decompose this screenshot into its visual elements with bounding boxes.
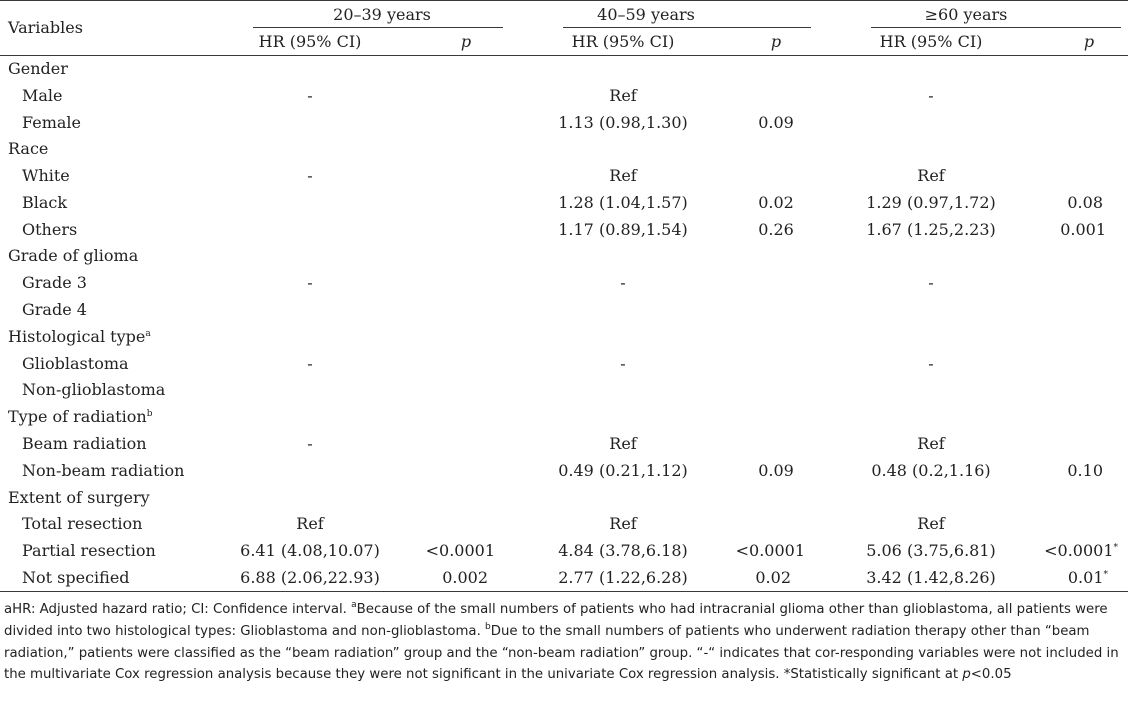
row-label: Grade 3 [22,273,87,292]
cell-g3-p: 0.08 [1067,193,1103,212]
cell-g2-hr: 4.84 (3.78,6.18) [558,541,688,560]
header-hr-g3: HR (95% CI) [879,32,983,51]
cell-g3-p [1068,569,1108,587]
row-label: Grade 4 [22,300,87,319]
group-rule-20-39 [253,27,503,28]
row-label: Others [22,220,78,239]
cell-g2-hr: Ref [609,166,637,185]
cell-g1-p: <0.0001 [425,541,495,560]
cell-g3-p-text: 0.01 [1067,568,1104,587]
cell-g1-hr: 6.41 (4.08,10.07) [240,541,380,560]
row-label: Partial resection [22,541,156,560]
cell-g3-p-text: <0.0001 [1044,541,1114,560]
cell-g2-p: 0.02 [755,568,791,587]
cell-g1-p: 0.002 [442,568,488,587]
row-label: Male [22,86,63,105]
header-p-g2: p [770,32,782,51]
header-bottom-rule [0,55,1128,56]
cell-g2-hr: - [620,354,626,373]
significance-marker: * [1103,570,1108,580]
cell-g2-p: 0.09 [758,113,794,132]
header-hr-g1: HR (95% CI) [258,32,362,51]
table-top-rule [0,0,1128,1]
cell-g2-p: 0.02 [758,193,794,212]
cell-g2-hr: 1.13 (0.98,1.30) [558,113,688,132]
cell-g2-hr: Ref [609,434,637,453]
cell-g1-hr: - [307,86,313,105]
footnote-marker-a: a [145,329,151,339]
footnote-p-italic: p [962,667,971,683]
cell-g1-hr: Ref [296,514,324,533]
row-label: Glioblastoma [22,354,129,373]
header-hr-g2: HR (95% CI) [571,32,675,51]
row-label-text: Histological type [8,327,146,346]
cell-g2-hr: 1.28 (1.04,1.57) [558,193,688,212]
header-group-40-59: 40–59 years [597,5,695,24]
table-footnote [4,599,1124,686]
row-label: Extent of surgery [8,488,150,507]
cell-g3-hr: 3.42 (1.42,8.26) [866,568,996,587]
row-label: Non-glioblastoma [22,380,166,399]
row-label [8,328,151,346]
cell-g3-p: 0.10 [1067,461,1103,480]
row-label: Non-beam radiation [22,461,185,480]
cell-g3-hr: 1.67 (1.25,2.23) [866,220,996,239]
cell-g3-hr: - [928,273,934,292]
cell-g1-hr: 6.88 (2.06,22.93) [240,568,380,587]
cell-g3-p: 0.001 [1060,220,1106,239]
footnote-marker-b: b [146,409,153,419]
row-label: Race [8,139,49,158]
row-label-text: Type of radiation [8,407,147,426]
table-bottom-rule [0,591,1128,592]
cell-g2-hr: - [620,273,626,292]
cell-g1-hr: - [307,166,313,185]
header-group-60-plus: ≥60 years [924,5,1008,24]
row-label: Gender [8,59,68,78]
header-p-g1: p [460,32,472,51]
cell-g2-hr: 2.77 (1.22,6.28) [558,568,688,587]
header-p-g3: p [1083,32,1095,51]
cell-g3-hr: 1.29 (0.97,1.72) [866,193,996,212]
footnote-radiation: Due to the small numbers of patients who underwent radiation therapy other than “beam radiation,” patients were classified as the “beam radiation” group and the “non-beam radiation” group. “-“ indicates that cor-responding variables were not included in the multivariate Cox regression analysis because they were not significant in the univariate Cox regression analysis. *Statistically significant at [4,623,1119,683]
footnote-threshold: <0.05 [970,667,1012,683]
cell-g2-hr: Ref [609,86,637,105]
cell-g2-p: 0.26 [758,220,794,239]
cell-g3-p [1044,542,1118,560]
footnote-sup-b: b [485,621,491,632]
footnote-histology: Because of the small numbers of patients who had intracranial glioma other than glioblastoma, all patients were divided into two histological types: Glioblastoma and non-glioblastoma. [4,602,1108,639]
significance-marker: * [1113,543,1118,553]
row-label: Not specified [22,568,130,587]
row-label: Female [22,113,81,132]
row-label [8,408,152,426]
cell-g3-hr: 5.06 (3.75,6.81) [866,541,996,560]
group-rule-60-plus [871,27,1121,28]
cell-g2-hr: 1.17 (0.89,1.54) [558,220,688,239]
row-label: Black [22,193,68,212]
row-label: Beam radiation [22,434,147,453]
cell-g3-hr: 0.48 (0.2,1.16) [871,461,991,480]
cell-g3-hr: Ref [917,434,945,453]
cell-g3-hr: Ref [917,166,945,185]
footnote-sup-a: a [351,600,357,610]
row-label: White [22,166,70,185]
cell-g1-hr: - [307,273,313,292]
cell-g3-hr: - [928,354,934,373]
cell-g1-hr: - [307,434,313,453]
header-group-20-39: 20–39 years [333,5,431,24]
cell-g3-hr: Ref [917,514,945,533]
row-label: Total resection [22,514,143,533]
cell-g2-p: 0.09 [758,461,794,480]
cell-g1-hr: - [307,354,313,373]
cell-g2-hr: 0.49 (0.21,1.12) [558,461,688,480]
cell-g2-p: <0.0001 [735,541,805,560]
cell-g3-hr: - [928,86,934,105]
group-rule-40-59 [563,27,811,28]
footnote-abbreviations: aHR: Adjusted hazard ratio; CI: Confidence interval. [4,602,352,617]
header-variables: Variables [8,18,83,37]
cell-g2-hr: Ref [609,514,637,533]
row-label: Grade of glioma [8,246,139,265]
